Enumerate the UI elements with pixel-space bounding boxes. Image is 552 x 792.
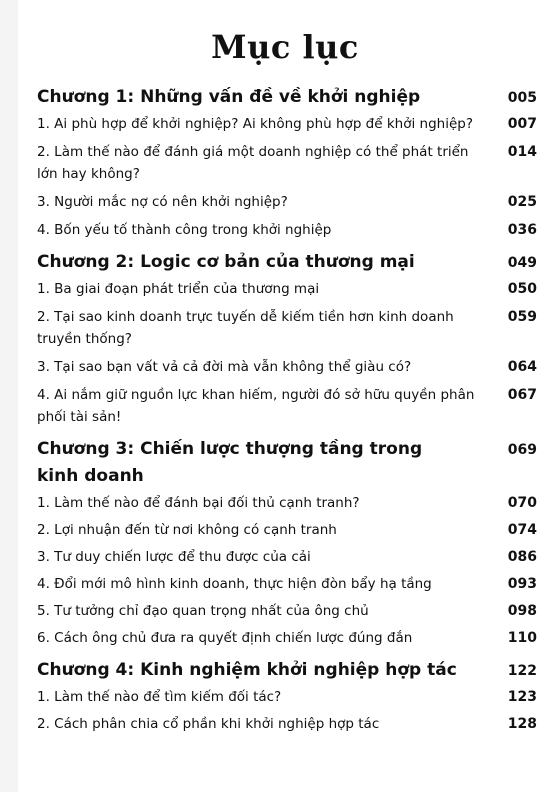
toc-item-label: 2. Cách phân chia cổ phần khi khởi nghiệp hợp tác bbox=[37, 716, 380, 732]
page-number: 074 bbox=[507, 522, 537, 538]
toc-item-label: 2. Làm thế nào để đánh giá một doanh nghiệp có thể phát triển lớn hay không? bbox=[37, 144, 469, 182]
page-number: 007 bbox=[507, 116, 537, 132]
toc-item[interactable] bbox=[37, 113, 537, 135]
chapter-title: Chương 3: Chiến lược thượng tầng trong kinh doanh bbox=[37, 439, 423, 486]
toc-item[interactable] bbox=[37, 600, 537, 622]
page-number: 059 bbox=[507, 309, 537, 325]
toc-item-label: 1. Ba giai đoạn phát triển của thương mại bbox=[37, 281, 320, 297]
page-number: 049 bbox=[507, 255, 537, 271]
toc-item[interactable] bbox=[37, 713, 537, 735]
page-number: 014 bbox=[507, 144, 537, 160]
toc-item[interactable] bbox=[37, 686, 537, 708]
page-number: 122 bbox=[507, 663, 537, 679]
toc-item[interactable] bbox=[37, 306, 537, 350]
page-number: 110 bbox=[507, 630, 537, 646]
toc-item[interactable] bbox=[37, 141, 537, 185]
toc-item[interactable] bbox=[37, 356, 537, 378]
toc-item-label: 1. Ai phù hợp để khởi nghiệp? Ai không phù hợp để khởi nghiệp? bbox=[37, 116, 473, 132]
chapter-title: Chương 4: Kinh nghiệm khởi nghiệp hợp tác bbox=[37, 660, 457, 680]
chapter-heading[interactable] bbox=[37, 84, 537, 111]
page-number: 128 bbox=[507, 716, 537, 732]
toc-item[interactable] bbox=[37, 627, 537, 649]
toc-item-label: 2. Lợi nhuận đến từ nơi không có cạnh tranh bbox=[37, 522, 337, 538]
toc-item-label: 4. Đổi mới mô hình kinh doanh, thực hiện đòn bẩy hạ tầng bbox=[37, 576, 432, 592]
chapter-title: Chương 2: Logic cơ bản của thương mại bbox=[37, 252, 415, 272]
page-number: 093 bbox=[507, 576, 537, 592]
page-number: 070 bbox=[507, 495, 537, 511]
page-number: 086 bbox=[507, 549, 537, 565]
toc-item-label: 4. Bốn yếu tố thành công trong khởi nghiệp bbox=[37, 222, 332, 238]
toc-item-label: 3. Tư duy chiến lược để thu được của cải bbox=[37, 549, 311, 565]
page-number: 064 bbox=[507, 359, 537, 375]
page-number: 098 bbox=[507, 603, 537, 619]
page-number: 025 bbox=[507, 194, 537, 210]
toc-item[interactable] bbox=[37, 219, 537, 241]
toc-item-label: 1. Làm thế nào để tìm kiếm đối tác? bbox=[37, 689, 282, 705]
toc-item-label: 2. Tại sao kinh doanh trực tuyến dễ kiếm tiền hơn kinh doanh truyền thống? bbox=[37, 309, 454, 347]
toc-item[interactable] bbox=[37, 573, 537, 595]
chapter-heading[interactable] bbox=[37, 657, 537, 684]
chapter-heading[interactable] bbox=[37, 436, 537, 490]
page-number: 123 bbox=[507, 689, 537, 705]
toc-item-label: 1. Làm thế nào để đánh bại đối thủ cạnh tranh? bbox=[37, 495, 360, 511]
toc-item[interactable] bbox=[37, 492, 537, 514]
toc-item-label: 4. Ai nắm giữ nguồn lực khan hiếm, người đó sở hữu quyền phân phối tài sản! bbox=[37, 387, 475, 425]
toc-item[interactable] bbox=[37, 191, 537, 213]
toc-item[interactable] bbox=[37, 278, 537, 300]
toc-item-label: 6. Cách ông chủ đưa ra quyết định chiến lược đúng đắn bbox=[37, 630, 413, 646]
page-number: 050 bbox=[507, 281, 537, 297]
toc-item-label: 3. Tại sao bạn vất vả cả đời mà vẫn không thể giàu có? bbox=[37, 359, 412, 375]
page-number: 069 bbox=[507, 442, 537, 458]
chapter-heading[interactable] bbox=[37, 249, 537, 276]
toc-item[interactable] bbox=[37, 546, 537, 568]
toc-item-label: 5. Tư tưởng chỉ đạo quan trọng nhất của ông chủ bbox=[37, 603, 369, 619]
page-number: 036 bbox=[507, 222, 537, 238]
document-page bbox=[18, 0, 552, 792]
page-title: Mục lục bbox=[211, 28, 359, 66]
chapter-title: Chương 1: Những vấn đề về khởi nghiệp bbox=[37, 87, 421, 107]
page-number: 067 bbox=[507, 387, 537, 403]
toc-item[interactable] bbox=[37, 384, 537, 428]
table-of-contents bbox=[37, 84, 537, 735]
page-number: 005 bbox=[507, 90, 537, 106]
toc-item[interactable] bbox=[37, 519, 537, 541]
toc-item-label: 3. Người mắc nợ có nên khởi nghiệp? bbox=[37, 194, 288, 210]
